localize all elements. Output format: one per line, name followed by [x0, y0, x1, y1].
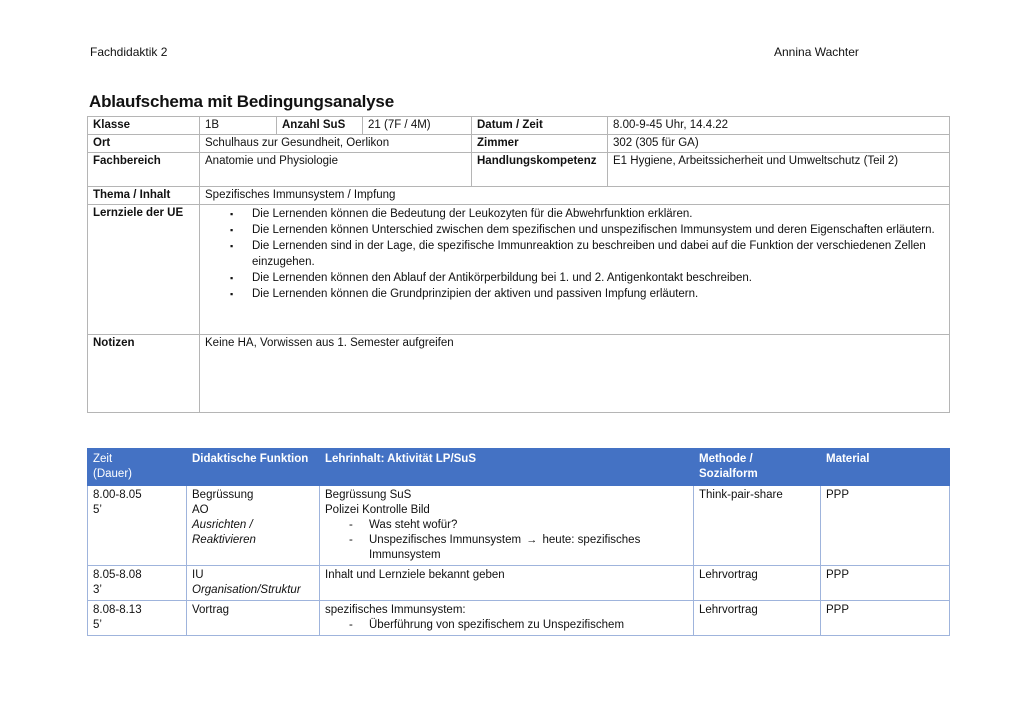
list-item: - Überführung von spezifischem zu Unspezifischem [369, 618, 688, 633]
label-fachbereich: Fachbereich [88, 153, 200, 187]
label-notizen: Notizen [88, 335, 200, 413]
cell-material: PPP [821, 601, 950, 636]
label-ort: Ort [88, 135, 200, 153]
cell-zeit: 8.08-8.13 5’ [88, 601, 187, 636]
label-datum: Datum / Zeit [472, 117, 608, 135]
cell-methode: Think-pair-share [694, 486, 821, 566]
cell-zeit: 8.00-8.05 5’ [88, 486, 187, 566]
value-thema: Spezifisches Immunsystem / Impfung [200, 187, 950, 205]
cell-methode: Lehrvortrag [694, 601, 821, 636]
label-klasse: Klasse [88, 117, 200, 135]
col-header-funktion: Didaktische Funktion [187, 449, 320, 486]
cell-funktion: Begrüssung AO Ausrichten / Reaktivieren [187, 486, 320, 566]
cell-inhalt: Inhalt und Lernziele bekannt geben [320, 566, 694, 601]
value-fachbereich: Anatomie und Physiologie [200, 153, 472, 187]
col-header-inhalt: Lehrinhalt: Aktivität LP/SuS [320, 449, 694, 486]
objective-item: ▪ Die Lernenden können Unterschied zwischen dem spezifischen und unspezifischen Immunsystem und deren Eigenschaften erläutern. [252, 222, 944, 238]
objective-item: ▪ Die Lernenden können die Bedeutung der Leukozyten für die Abwehrfunktion erklären. [252, 206, 944, 222]
label-lernziele: Lernziele der UE [88, 205, 200, 335]
table-row [88, 601, 950, 636]
col-header-methode: Methode / Sozialform [694, 449, 821, 486]
value-handlungskompetenz: E1 Hygiene, Arbeitssicherheit und Umweltschutz (Teil 2) [608, 153, 950, 187]
value-zimmer: 302 (305 für GA) [608, 135, 950, 153]
table-row [88, 486, 950, 566]
label-anzahl: Anzahl SuS [277, 117, 363, 135]
objective-item: ▪ Die Lernenden sind in der Lage, die spezifische Immunreaktion zu beschreiben und dabei auf die Funktion der verschiedenen Zellen einzugehen. [252, 238, 944, 270]
cell-material: PPP [821, 486, 950, 566]
list-item: - Unspezifisches Immunsystem → heute: spezifisches Immunsystem [369, 533, 688, 563]
header-course: Fachdidaktik 2 [90, 45, 168, 59]
value-anzahl: 21 (7F / 4M) [363, 117, 472, 135]
col-header-material: Material [821, 449, 950, 486]
value-ort: Schulhaus zur Gesundheit, Oerlikon [200, 135, 472, 153]
cell-material: PPP [821, 566, 950, 601]
col-header-zeit: Zeit (Dauer) [88, 449, 187, 486]
cell-methode: Lehrvortrag [694, 566, 821, 601]
value-klasse: 1B [200, 117, 277, 135]
cell-funktion: IU Organisation/Struktur [187, 566, 320, 601]
arrow-right-icon: → [526, 534, 538, 546]
cell-funktion: Vortrag [187, 601, 320, 636]
label-zimmer: Zimmer [472, 135, 608, 153]
label-handlungskompetenz: Handlungskompetenz [472, 153, 608, 187]
document-title: Ablaufschema mit Bedingungsanalyse [89, 92, 394, 111]
value-datum: 8.00-9-45 Uhr, 14.4.22 [608, 117, 950, 135]
list-item: - Was steht wofür? [369, 518, 688, 533]
label-thema: Thema / Inhalt [88, 187, 200, 205]
cell-inhalt: spezifisches Immunsystem: - Überführung von spezifischem zu Unspezifischem [320, 601, 694, 636]
objective-item: ▪ Die Lernenden können den Ablauf der Antikörperbildung bei 1. und 2. Antigenkontakt beschreiben. [252, 270, 944, 286]
conditions-table [87, 116, 950, 413]
lesson-plan-table [87, 448, 950, 636]
objective-item: ▪ Die Lernenden können die Grundprinzipien der aktiven und passiven Impfung erläutern. [252, 286, 944, 302]
learning-objectives [200, 205, 950, 335]
table-row [88, 566, 950, 601]
cell-zeit: 8.05-8.08 3’ [88, 566, 187, 601]
value-notizen: Keine HA, Vorwissen aus 1. Semester aufgreifen [200, 335, 950, 413]
header-author: Annina Wachter [774, 45, 859, 59]
cell-inhalt: Begrüssung SuS Polizei Kontrolle Bild - Was steht wofür? - Unspezifisches Immunsystem → heute: spezifisches Immunsystem [320, 486, 694, 566]
